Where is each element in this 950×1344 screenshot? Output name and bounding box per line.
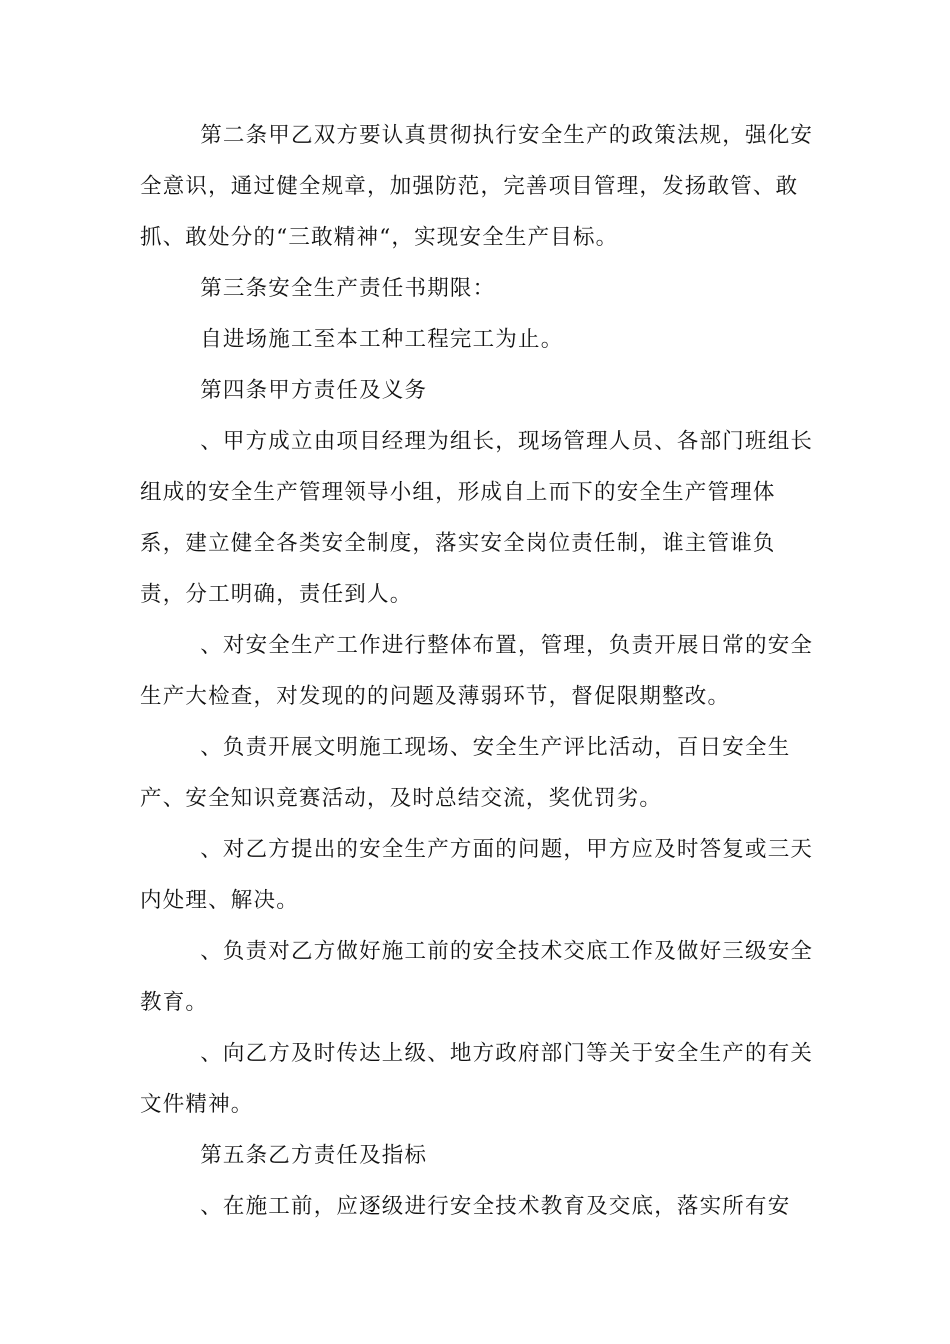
paragraph-article-4-item-2: 、对安全生产工作进行整体布置，管理，负责开展日常的安全生产大检查，对发现的的问题及薄弱环节，督促限期整改。 [140,633,814,709]
paragraph-article-3-term: 自进场施工至本工种工程完工为止。 [200,327,564,352]
document-body [140,110,820,1232]
paragraph-article-4-item-5: 、负责对乙方做好施工前的安全技术交底工作及做好三级安全教育。 [140,939,814,1015]
paragraph-article-5-heading: 第五条乙方责任及指标 [200,1143,428,1168]
paragraph-article-4-heading: 第四条甲方责任及义务 [200,378,428,403]
paragraph-article-4-item-6: 、向乙方及时传达上级、地方政府部门等关于安全生产的有关文件精神。 [140,1041,814,1117]
paragraph-article-3-heading: 第三条安全生产责任书期限： [200,276,496,301]
paragraph-article-4-item-1: 、甲方成立由项目经理为组长，现场管理人员、各部门班组长组成的安全生产管理领导小组，形成自上而下的安全生产管理体系，建立健全各类安全制度，落实安全岗位责任制，谁主管谁负责，分工明确，责任到人。 [140,429,814,607]
paragraph-article-4-item-4: 、对乙方提出的安全生产方面的问题，甲方应及时答复或三天内处理、解决。 [140,837,814,913]
paragraph-article-4-item-3: 、负责开展文明施工现场、安全生产评比活动，百日安全生产、安全知识竞赛活动，及时总结交流，奖优罚劣。 [140,735,791,811]
paragraph-article-2: 第二条甲乙双方要认真贯彻执行安全生产的政策法规，强化安全意识，通过健全规章，加强防范，完善项目管理，发扬敢管、敢抓、敢处分的“三敢精神“，实现安全生产目标。 [140,123,814,250]
paragraph-article-5-item-1: 、在施工前，应逐级进行安全技术教育及交底，落实所有安 [200,1194,791,1219]
